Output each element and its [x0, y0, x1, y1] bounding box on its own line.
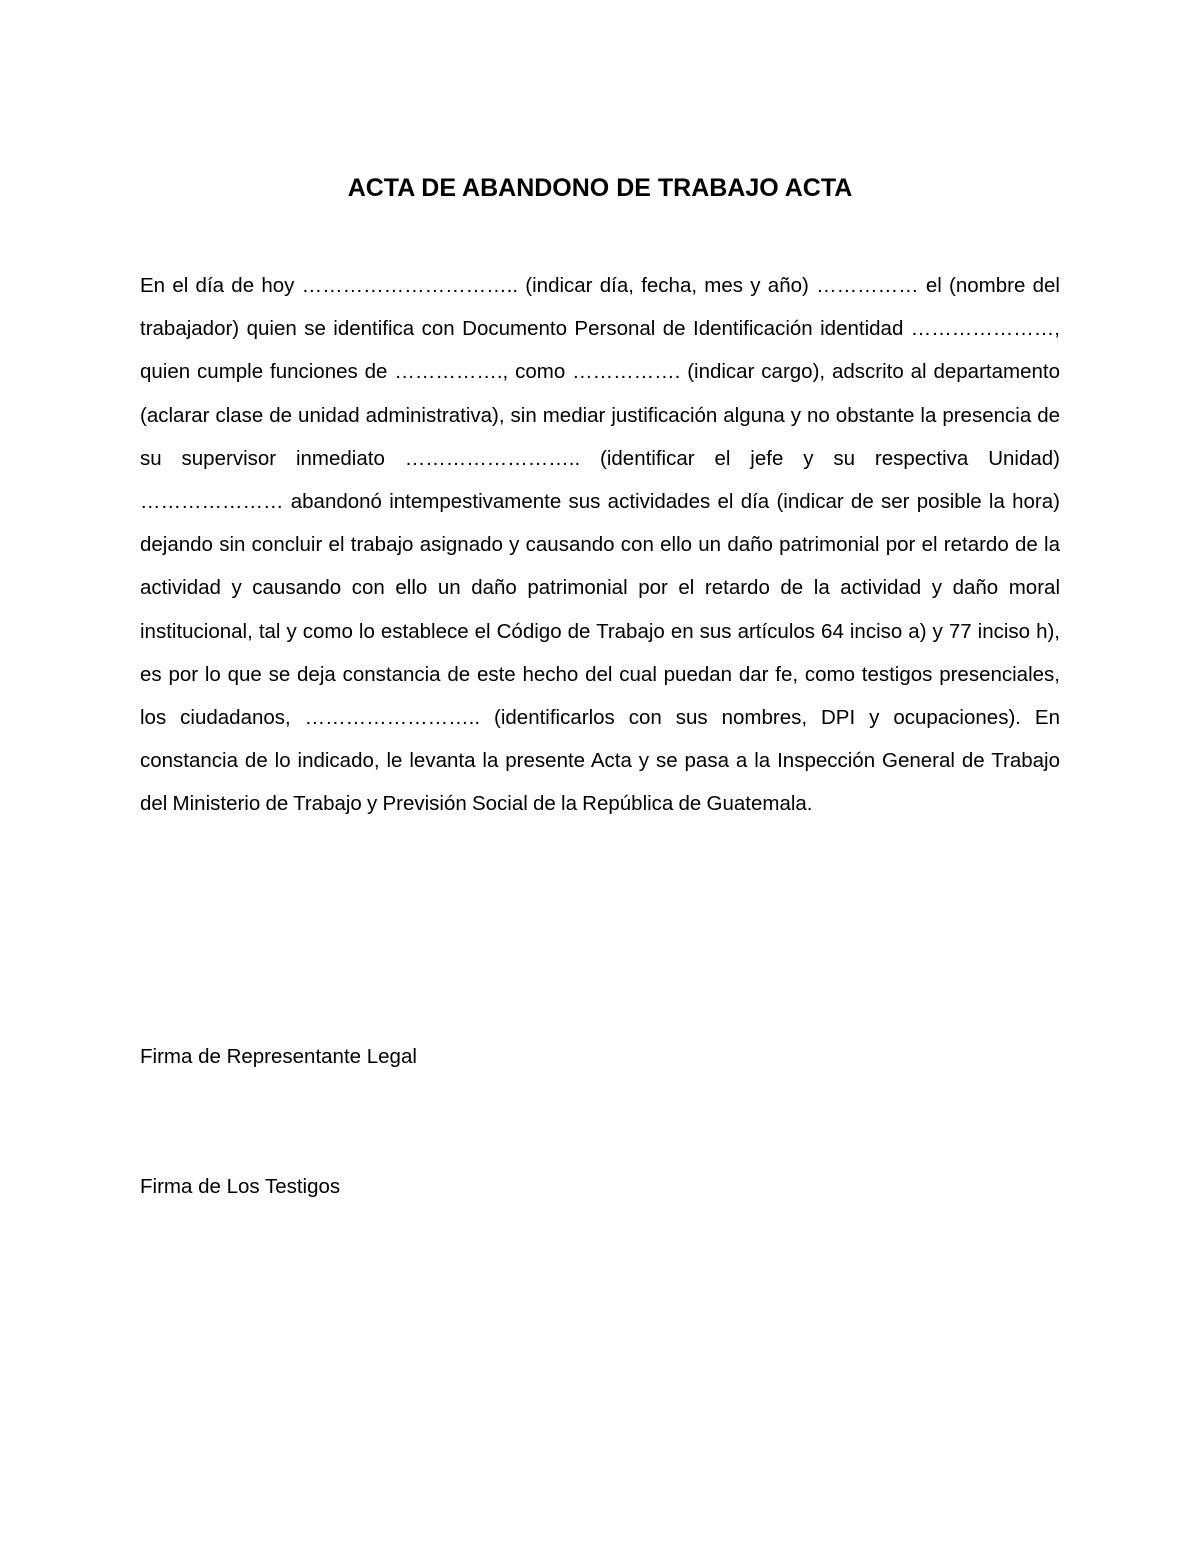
signature-witnesses: Firma de Los Testigos: [140, 1175, 341, 1198]
signature-legal-representative: Firma de Representante Legal: [140, 1045, 417, 1068]
document-body-paragraph: En el día de hoy ………………………….. (indicar día, fecha, mes y año) …………… el (nombre del trabajador) quien se identifica con Documento Personal de Identificación identidad …………………, quien cumple funciones de ……………., como ……………. (indicar cargo), adscrito al departamento (aclarar clase de unidad administrativa), sin mediar justificación alguna y no obstante la presencia de su supervisor inmediato …………………….. (identificar el jefe y su respectiva Unidad) ………………… abandonó intempestivamente sus actividades el día (indicar de ser posible la hora) dejando sin concluir el trabajo asignado y causando con ello un daño patrimonial por el retardo de la actividad y causando con ello un daño patrimonial por el retardo de la actividad y daño moral institucional, tal y como lo establece el Código de Trabajo en sus artículos 64 inciso a) y 77 inciso h), es por lo que se deja constancia de este hecho del cual puedan dar fe, como testigos presenciales, los ciudadanos, …………………….. (identificarlos con sus nombres, DPI y ocupaciones). En constancia de lo indicado, le levanta la presente Acta y se pasa a la Inspección General de Trabajo del Ministerio de Trabajo y Previsión Social de la República de Guatemala.: [140, 274, 1060, 816]
document-title: ACTA DE ABANDONO DE TRABAJO ACTA: [347, 174, 853, 202]
